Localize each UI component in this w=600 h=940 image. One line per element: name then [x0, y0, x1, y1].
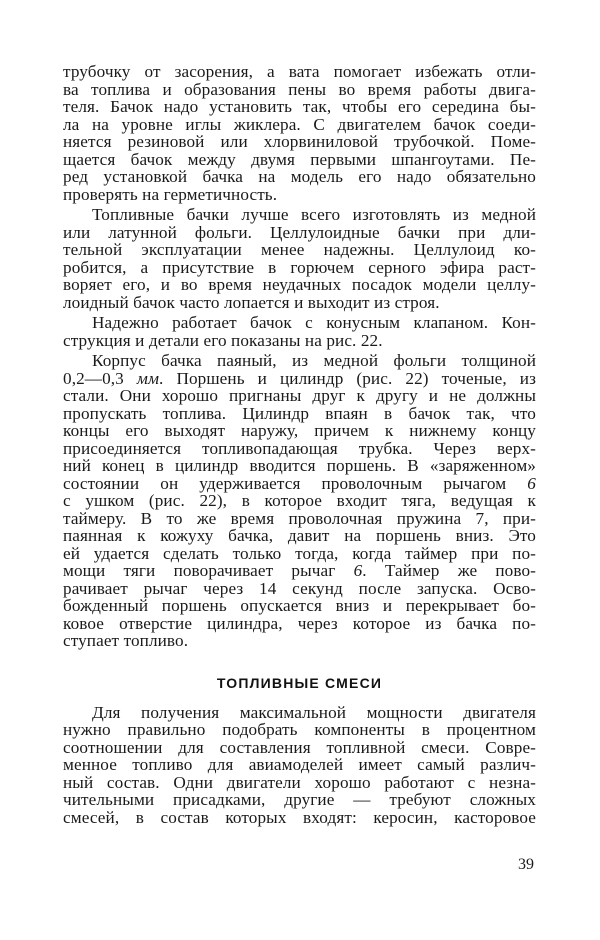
text-line: смесей, в состав которых входят: керосин, касторовое — [63, 807, 536, 827]
text-line: тельной эксплуатации менее надежны. Целлулоид ко- — [63, 240, 536, 259]
text-line: 0,2—0,3 мм. Поршень и цилиндр (рис. 22) точеные, из — [63, 368, 536, 388]
text-line: ный состав. Одни двигатели хорошо работают с незна- — [63, 772, 536, 792]
text-line: проверять на герметичность. — [63, 184, 278, 204]
text-line: ла на уровне иглы жиклера. С двигателем бачок соеди- — [63, 114, 536, 134]
text-line: или латунной фольги. Целлулоидные бачки при дли- — [63, 222, 536, 242]
paragraph — [63, 704, 536, 827]
text-line: соотношении для составления топливной смеси. Совре- — [63, 737, 536, 757]
text-line: лоидный бачок часто лопается и выходит из строя. — [63, 292, 440, 312]
text-line: робится, а присутствие в горючем серного эфира раст- — [63, 257, 536, 277]
paragraph — [63, 206, 536, 311]
text-line: мощи тяги поворачивает рычаг 6. Таймер же пово- — [63, 561, 536, 580]
text-line: нужно правильно подобрать компоненты в процентном — [63, 720, 536, 739]
text-line: с ушком (рис. 22), в которое входит тяга, ведущая к — [63, 491, 536, 510]
paragraph — [63, 314, 536, 349]
text-line: струкция и детали его показаны на рис. 22. — [63, 330, 383, 350]
text-line: теля. Бачок надо установить так, чтобы его середина бы- — [63, 97, 536, 116]
text-line: таймеру. В то же время проволочная пружина 7, при- — [63, 508, 536, 528]
text-line: чительными присадками, другие — требуют сложных — [63, 790, 536, 809]
text-line: Топливные бачки лучше всего изготовлять из медной — [92, 205, 536, 224]
text-line: состоянии он удерживается проволочным рычагом 6 — [63, 473, 536, 493]
text-line: присоединяется топливопадающая трубка. Через верх- — [63, 438, 536, 458]
page-number: 39 — [518, 856, 534, 873]
text-line: менное топливо для авиамоделей имеет самый различ- — [63, 755, 536, 774]
text-line: паянная к кожуху бачка, давит на поршень вниз. Это — [63, 526, 536, 545]
text-line: ва топлива и образования пены во время работы двига- — [63, 79, 536, 99]
page-body — [63, 63, 536, 826]
paragraph — [63, 352, 536, 650]
text-line: ковое отверстие цилиндра, через которое из бачка по- — [63, 613, 536, 633]
text-line: ред установкой бачка на модель его надо обязательно — [63, 167, 536, 186]
text-line: концы его выходят наружу, причем к нижнему концу — [63, 421, 536, 440]
text-line: ний конец в цилиндр вводится поршень. В «заряженном» — [63, 456, 536, 475]
text-line: божденный поршень опускается вниз и перекрывает бо- — [63, 596, 536, 615]
text-line: няется резиновой или хлорвиниловой трубочкой. Поме- — [63, 132, 536, 151]
text-line: рачивает рычаг через 14 секунд после запуска. Осво- — [63, 578, 536, 598]
text-line: пропускать топлива. Цилиндр впаян в бачок так, что — [63, 403, 536, 423]
text-line: трубочку от засорения, а вата помогает избежать отли- — [63, 62, 536, 81]
text-line: Для получения максимальной мощности двигателя — [92, 702, 536, 722]
text-line: Надежно работает бачок с конусным клапаном. Кон- — [92, 313, 536, 332]
text-line: ей удается сделать только тогда, когда таймер при по- — [63, 543, 536, 563]
text-line: щается бачок между двумя первыми шпангоутами. Пе- — [63, 149, 536, 169]
text-line: ступает топливо. — [63, 631, 189, 650]
text-line: Корпус бачка паяный, из медной фольги толщиной — [92, 351, 536, 370]
section-heading: ТОПЛИВНЫЕ СМЕСИ — [216, 674, 383, 691]
text-line: воряет его, и во время неудачных посадок модели целлу- — [63, 275, 536, 294]
paragraph — [63, 63, 536, 203]
text-line: стали. Они хорошо пригнаны друг к другу и не должны — [63, 386, 536, 405]
